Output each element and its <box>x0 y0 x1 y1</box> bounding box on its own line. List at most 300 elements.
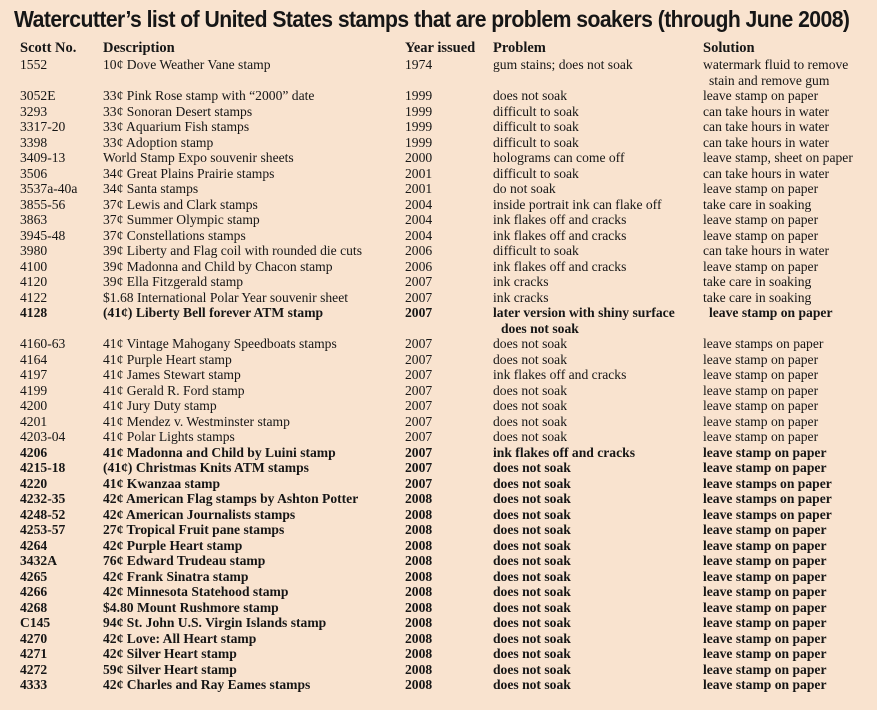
cell-solution <box>703 491 832 507</box>
cell-scott-no <box>20 228 65 244</box>
cell-problem <box>493 243 579 259</box>
column-header-description: Description <box>103 40 175 56</box>
cell-problem-text: does not soak <box>493 646 571 661</box>
cell-solution <box>703 460 826 476</box>
cell-year-issued-text: 2001 <box>405 165 433 181</box>
cell-description <box>103 104 252 120</box>
cell-problem <box>493 119 579 135</box>
cell-problem <box>493 259 626 275</box>
cell-problem <box>493 677 571 693</box>
cell-year-issued <box>405 414 432 430</box>
cell-description <box>103 197 258 213</box>
cell-scott-no <box>20 491 65 507</box>
table-row <box>0 414 877 430</box>
cell-scott-no <box>20 197 65 213</box>
cell-problem-text: ink flakes off and cracks <box>493 227 627 243</box>
cell-solution <box>703 228 818 244</box>
table-row <box>0 181 877 197</box>
cell-scott-no <box>20 646 47 662</box>
cell-description <box>103 181 198 197</box>
cell-scott-no-text: 4265 <box>20 568 48 584</box>
cell-problem <box>493 491 571 507</box>
cell-scott-no-text: 4197 <box>20 367 48 382</box>
cell-description <box>103 135 213 151</box>
cell-problem-text: does not soak <box>493 522 571 537</box>
cell-scott-no <box>20 88 56 104</box>
cell-scott-no-text: 4206 <box>20 444 48 460</box>
cell-solution-text: leave stamp on paper <box>703 661 827 677</box>
cell-scott-no-text: 4100 <box>20 258 48 274</box>
cell-year-issued-text: 2008 <box>405 661 433 677</box>
cell-year-issued-text: 2007 <box>405 444 433 460</box>
cell-scott-no <box>20 150 65 166</box>
cell-year-issued-text: 2008 <box>405 553 433 568</box>
table-row <box>0 476 877 492</box>
cell-problem-text: do not soak <box>493 181 556 196</box>
cell-problem <box>493 476 571 492</box>
cell-description-text: 37¢ Lewis and Clark stamps <box>103 196 258 212</box>
cell-year-issued <box>405 677 432 693</box>
cell-year-issued-text: 2007 <box>405 305 433 320</box>
cell-description <box>103 662 237 678</box>
cell-scott-no <box>20 290 47 306</box>
cell-description-text: (41¢) Liberty Bell forever ATM stamp <box>103 305 324 320</box>
cell-description <box>103 119 249 135</box>
cell-scott-no <box>20 429 65 445</box>
cell-scott-no-text: 3863 <box>20 212 48 227</box>
cell-year-issued <box>405 166 432 182</box>
cell-scott-no <box>20 259 47 275</box>
cell-scott-no <box>20 507 65 523</box>
cell-description <box>103 57 271 73</box>
cell-solution-text: leave stamp on paper <box>703 677 827 692</box>
cell-description <box>103 336 337 352</box>
cell-description <box>103 445 336 461</box>
cell-solution <box>703 166 829 182</box>
cell-description-text: 41¢ Mendez v. Westminster stamp <box>103 413 290 429</box>
cell-problem <box>493 104 579 120</box>
cell-year-issued <box>405 631 432 647</box>
table-row <box>0 569 877 585</box>
cell-year-issued <box>405 150 432 166</box>
cell-solution <box>703 290 811 306</box>
cell-problem <box>493 662 571 678</box>
cell-year-issued <box>405 584 432 600</box>
cell-year-issued <box>405 383 432 399</box>
cell-problem-text: does not soak <box>493 506 571 522</box>
cell-description <box>103 88 314 104</box>
cell-year-issued <box>405 274 432 290</box>
cell-problem <box>493 398 567 414</box>
cell-description-text: 41¢ Jury Duty stamp <box>103 398 217 413</box>
cell-problem <box>493 615 571 631</box>
table-row <box>0 445 877 461</box>
cell-problem-text: does not soak <box>493 382 568 398</box>
cell-year-issued-text: 2007 <box>405 336 433 351</box>
cell-description-text: (41¢) Christmas Knits ATM stamps <box>103 460 309 475</box>
cell-solution <box>703 352 818 368</box>
cell-scott-no-text: 4220 <box>20 475 48 491</box>
table-row <box>0 429 877 445</box>
cell-solution-text: leave stamps on paper <box>703 336 824 351</box>
cell-problem-text: later version with shiny surface <box>493 305 675 320</box>
cell-year-issued <box>405 259 432 275</box>
cell-problem-text: does not soak <box>493 351 568 367</box>
cell-problem-text: does not soak <box>493 537 571 553</box>
cell-solution <box>703 414 818 430</box>
cell-description-text: $4.80 Mount Rushmore stamp <box>103 599 279 615</box>
cell-solution <box>703 57 848 88</box>
cell-scott-no-text: 4272 <box>20 661 48 677</box>
cell-problem <box>493 197 661 213</box>
cell-solution-text: can take hours in water <box>703 134 830 150</box>
cell-scott-no <box>20 476 47 492</box>
cell-problem-text: ink flakes off and cracks <box>493 444 635 460</box>
cell-description-text: 42¢ American Journalists stamps <box>103 506 296 522</box>
cell-year-issued-text: 2000 <box>405 150 433 165</box>
cell-solution <box>703 181 818 197</box>
column-header-solution: Solution <box>703 40 755 56</box>
cell-problem <box>493 414 567 430</box>
cell-year-issued-text: 2007 <box>405 274 433 289</box>
table-row <box>0 290 877 306</box>
cell-description <box>103 677 310 693</box>
cell-year-issued-text: 2008 <box>405 646 433 661</box>
cell-year-issued-text: 2007 <box>405 475 433 491</box>
cell-solution <box>703 538 826 554</box>
cell-year-issued <box>405 181 432 197</box>
cell-year-issued-text: 2006 <box>405 243 433 258</box>
cell-problem-text: does not soak <box>493 677 571 692</box>
cell-problem <box>493 383 567 399</box>
cell-description <box>103 646 237 662</box>
table-row <box>0 57 877 88</box>
table-row <box>0 119 877 135</box>
cell-scott-no <box>20 367 47 383</box>
cell-scott-no-text: 4266 <box>20 584 48 599</box>
cell-solution-continued: stain and remove gum <box>709 72 830 88</box>
cell-description <box>103 352 232 368</box>
cell-scott-no-text: 4199 <box>20 382 48 398</box>
cell-problem-text: inside portrait ink can flake off <box>493 196 662 212</box>
cell-scott-no-text: C145 <box>20 615 51 630</box>
cell-scott-no-text: 3398 <box>20 134 48 150</box>
cell-problem <box>493 538 571 554</box>
cell-solution-continued: leave stamp on paper <box>709 305 833 320</box>
cell-year-issued-text: 2008 <box>405 537 433 553</box>
table-row <box>0 135 877 151</box>
cell-description-text: 41¢ Polar Lights stamps <box>103 429 235 444</box>
cell-year-issued <box>405 197 432 213</box>
cell-problem <box>493 460 571 476</box>
cell-description-text: 41¢ Madonna and Child by Luini stamp <box>103 444 336 460</box>
cell-problem-text: does not soak <box>493 429 568 444</box>
cell-solution <box>703 88 818 104</box>
cell-year-issued-text: 2008 <box>405 677 433 692</box>
cell-description <box>103 507 295 523</box>
cell-solution <box>703 662 826 678</box>
cell-description <box>103 569 248 585</box>
column-header-year: Year issued <box>405 40 476 56</box>
table-row <box>0 522 877 538</box>
cell-scott-no <box>20 383 47 399</box>
cell-solution <box>703 584 826 600</box>
cell-scott-no <box>20 336 65 352</box>
table-row <box>0 662 877 678</box>
cell-description-text: 42¢ Purple Heart stamp <box>103 537 243 553</box>
cell-scott-no <box>20 631 47 647</box>
cell-problem-text: does not soak <box>493 553 571 568</box>
table-row <box>0 197 877 213</box>
cell-description <box>103 584 288 600</box>
cell-scott-no-text: 3506 <box>20 165 48 181</box>
cell-solution-text: take care in soaking <box>703 289 812 305</box>
cell-solution-text: leave stamp on paper <box>703 367 819 382</box>
cell-solution-text: leave stamp on paper <box>703 88 819 103</box>
cell-scott-no-text: 4270 <box>20 630 48 646</box>
table-row <box>0 243 877 259</box>
cell-year-issued <box>405 88 432 104</box>
cell-scott-no-text: 4271 <box>20 646 48 661</box>
cell-scott-no <box>20 584 47 600</box>
cell-problem-text: difficult to soak <box>493 134 579 150</box>
cell-description <box>103 274 243 290</box>
cell-description <box>103 228 246 244</box>
cell-problem-text: does not soak <box>493 568 571 584</box>
cell-year-issued-text: 2008 <box>405 568 433 584</box>
cell-scott-no-text: 4160-63 <box>20 336 66 351</box>
cell-scott-no-text: 3537a-40a <box>20 181 78 196</box>
table-row <box>0 584 877 600</box>
table-row <box>0 383 877 399</box>
cell-description-text: 33¢ Aquarium Fish stamps <box>103 119 250 134</box>
cell-scott-no <box>20 305 47 321</box>
cell-solution <box>703 243 829 259</box>
cell-year-issued <box>405 553 432 569</box>
cell-problem-text: does not soak <box>493 599 571 615</box>
table-row <box>0 150 877 166</box>
cell-year-issued <box>405 367 432 383</box>
cell-problem <box>493 336 567 352</box>
cell-year-issued-text: 2007 <box>405 413 433 429</box>
cell-scott-no-text: 1552 <box>20 57 48 72</box>
cell-year-issued <box>405 57 432 73</box>
cell-description <box>103 243 362 259</box>
cell-description <box>103 212 260 228</box>
cell-year-issued-text: 2008 <box>405 630 433 646</box>
cell-scott-no-text: 4253-57 <box>20 522 66 537</box>
cell-scott-no <box>20 104 47 120</box>
cell-solution <box>703 135 829 151</box>
cell-description-text: 37¢ Constellations stamps <box>103 227 246 243</box>
column-header-problem: Problem <box>493 40 546 56</box>
cell-scott-no-text: 3293 <box>20 103 48 119</box>
cell-year-issued-text: 1999 <box>405 103 433 119</box>
cell-problem <box>493 181 556 197</box>
cell-problem <box>493 429 567 445</box>
cell-problem-text: does not soak <box>493 398 568 413</box>
table-row <box>0 553 877 569</box>
cell-year-issued-text: 2008 <box>405 522 433 537</box>
cell-problem <box>493 445 635 461</box>
cell-scott-no <box>20 398 47 414</box>
cell-scott-no <box>20 352 47 368</box>
cell-scott-no-text: 4200 <box>20 398 48 413</box>
cell-problem-text: does not soak <box>493 630 571 646</box>
cell-description-text: 41¢ Purple Heart stamp <box>103 351 232 367</box>
table-row <box>0 104 877 120</box>
cell-description-text: 34¢ Great Plains Prairie stamps <box>103 165 275 181</box>
cell-year-issued <box>405 538 432 554</box>
cell-problem-continued: does not soak <box>501 320 579 336</box>
cell-solution <box>703 197 811 213</box>
cell-year-issued-text: 2004 <box>405 196 433 212</box>
table-row <box>0 336 877 352</box>
cell-solution <box>703 476 832 492</box>
cell-year-issued <box>405 507 432 523</box>
cell-problem-text: ink cracks <box>493 289 549 305</box>
table-row <box>0 259 877 275</box>
cell-year-issued-text: 1999 <box>405 88 433 103</box>
cell-description <box>103 615 326 631</box>
cell-scott-no <box>20 445 47 461</box>
cell-year-issued-text: 2008 <box>405 584 433 599</box>
cell-scott-no <box>20 662 47 678</box>
cell-solution-text: leave stamp on paper <box>703 584 827 599</box>
cell-scott-no <box>20 538 47 554</box>
cell-description-text: 42¢ American Flag stamps by Ashton Potter <box>103 491 359 506</box>
cell-solution <box>703 274 811 290</box>
cell-solution-text: leave stamps on paper <box>703 506 832 522</box>
cell-problem <box>493 290 548 306</box>
cell-description <box>103 166 274 182</box>
cell-year-issued <box>405 491 432 507</box>
cell-description <box>103 429 235 445</box>
cell-solution <box>703 445 826 461</box>
table-row <box>0 166 877 182</box>
cell-solution <box>703 212 818 228</box>
cell-scott-no-text: 4120 <box>20 274 48 289</box>
cell-year-issued <box>405 119 432 135</box>
cell-description-text: 41¢ Vintage Mahogany Speedboats stamps <box>103 336 337 351</box>
cell-solution <box>703 615 826 631</box>
table-row <box>0 631 877 647</box>
cell-description <box>103 150 294 166</box>
cell-scott-no <box>20 553 57 569</box>
cell-year-issued-text: 2007 <box>405 398 433 413</box>
cell-problem-text: does not soak <box>493 491 571 506</box>
cell-solution-text: can take hours in water <box>703 103 830 119</box>
cell-solution-text: can take hours in water <box>703 165 830 181</box>
cell-solution-text: leave stamp on paper <box>703 181 819 196</box>
cell-year-issued-text: 2004 <box>405 212 433 227</box>
cell-description-text: 42¢ Minnesota Statehood stamp <box>103 584 289 599</box>
cell-description-text: 37¢ Summer Olympic stamp <box>103 212 260 227</box>
cell-scott-no-text: 4122 <box>20 289 48 305</box>
cell-year-issued-text: 2008 <box>405 491 433 506</box>
cell-solution <box>703 150 853 166</box>
cell-solution-text: can take hours in water <box>703 119 830 134</box>
cell-problem <box>493 584 571 600</box>
cell-solution-text: leave stamp, sheet on paper <box>703 150 853 165</box>
cell-scott-no <box>20 460 65 476</box>
cell-year-issued-text: 2007 <box>405 289 433 305</box>
cell-problem-text: ink cracks <box>493 274 549 289</box>
cell-year-issued-text: 2008 <box>405 506 433 522</box>
cell-scott-no <box>20 135 47 151</box>
cell-year-issued <box>405 228 432 244</box>
table-row <box>0 491 877 507</box>
cell-solution-text: leave stamp on paper <box>703 413 819 429</box>
table-row <box>0 677 877 693</box>
cell-scott-no <box>20 677 47 693</box>
cell-scott-no-text: 4203-04 <box>20 429 66 444</box>
page-title: Watercutter’s list of United States stamps that are problem soakers (through June 2008) <box>14 6 850 32</box>
cell-problem-text: difficult to soak <box>493 165 579 181</box>
cell-description-text: $1.68 International Polar Year souvenir sheet <box>103 289 349 305</box>
cell-problem-text: difficult to soak <box>493 243 579 258</box>
cell-description <box>103 259 333 275</box>
cell-solution-text: leave stamp on paper <box>703 599 827 615</box>
cell-problem-text: does not soak <box>493 661 571 677</box>
cell-description-text: 10¢ Dove Weather Vane stamp <box>103 57 271 72</box>
cell-description <box>103 522 284 538</box>
cell-solution-text: leave stamp on paper <box>703 212 819 227</box>
cell-solution <box>703 305 832 321</box>
cell-problem <box>493 274 548 290</box>
cell-solution <box>703 336 823 352</box>
cell-description-text: 39¢ Liberty and Flag coil with rounded die cuts <box>103 243 362 258</box>
cell-description-text: 42¢ Charles and Ray Eames stamps <box>103 677 311 692</box>
cell-problem <box>493 57 633 73</box>
cell-year-issued-text: 1974 <box>405 57 433 72</box>
cell-year-issued <box>405 104 432 120</box>
cell-solution-text: watermark fluid to remove <box>703 57 849 72</box>
cell-year-issued-text: 2007 <box>405 429 433 444</box>
cell-year-issued-text: 2007 <box>405 382 433 398</box>
cell-year-issued <box>405 212 432 228</box>
cell-solution <box>703 631 826 647</box>
cell-year-issued <box>405 290 432 306</box>
cell-year-issued-text: 2007 <box>405 351 433 367</box>
cell-description-text: 41¢ Gerald R. Ford stamp <box>103 382 245 398</box>
cell-scott-no <box>20 243 47 259</box>
cell-problem <box>493 522 571 538</box>
table-row <box>0 615 877 631</box>
cell-year-issued-text: 2007 <box>405 460 433 475</box>
cell-problem <box>493 646 571 662</box>
cell-description <box>103 631 256 647</box>
table-row <box>0 507 877 523</box>
cell-scott-no-text: 4164 <box>20 351 48 367</box>
table-row <box>0 228 877 244</box>
cell-year-issued-text: 2001 <box>405 181 433 196</box>
cell-year-issued-text: 2004 <box>405 227 433 243</box>
cell-year-issued <box>405 429 432 445</box>
cell-description-text: World Stamp Expo souvenir sheets <box>103 150 294 165</box>
cell-description-text: 42¢ Love: All Heart stamp <box>103 630 257 646</box>
table-row <box>0 305 877 336</box>
cell-solution <box>703 677 826 693</box>
cell-scott-no-text: 4128 <box>20 305 48 320</box>
cell-problem-text: does not soak <box>493 336 568 351</box>
cell-description-text: 41¢ James Stewart stamp <box>103 367 241 382</box>
cell-year-issued-text: 2008 <box>405 599 433 615</box>
cell-problem <box>493 135 579 151</box>
cell-problem-text: ink flakes off and cracks <box>493 367 627 382</box>
cell-year-issued <box>405 522 432 538</box>
column-header-scott: Scott No. <box>20 40 77 56</box>
